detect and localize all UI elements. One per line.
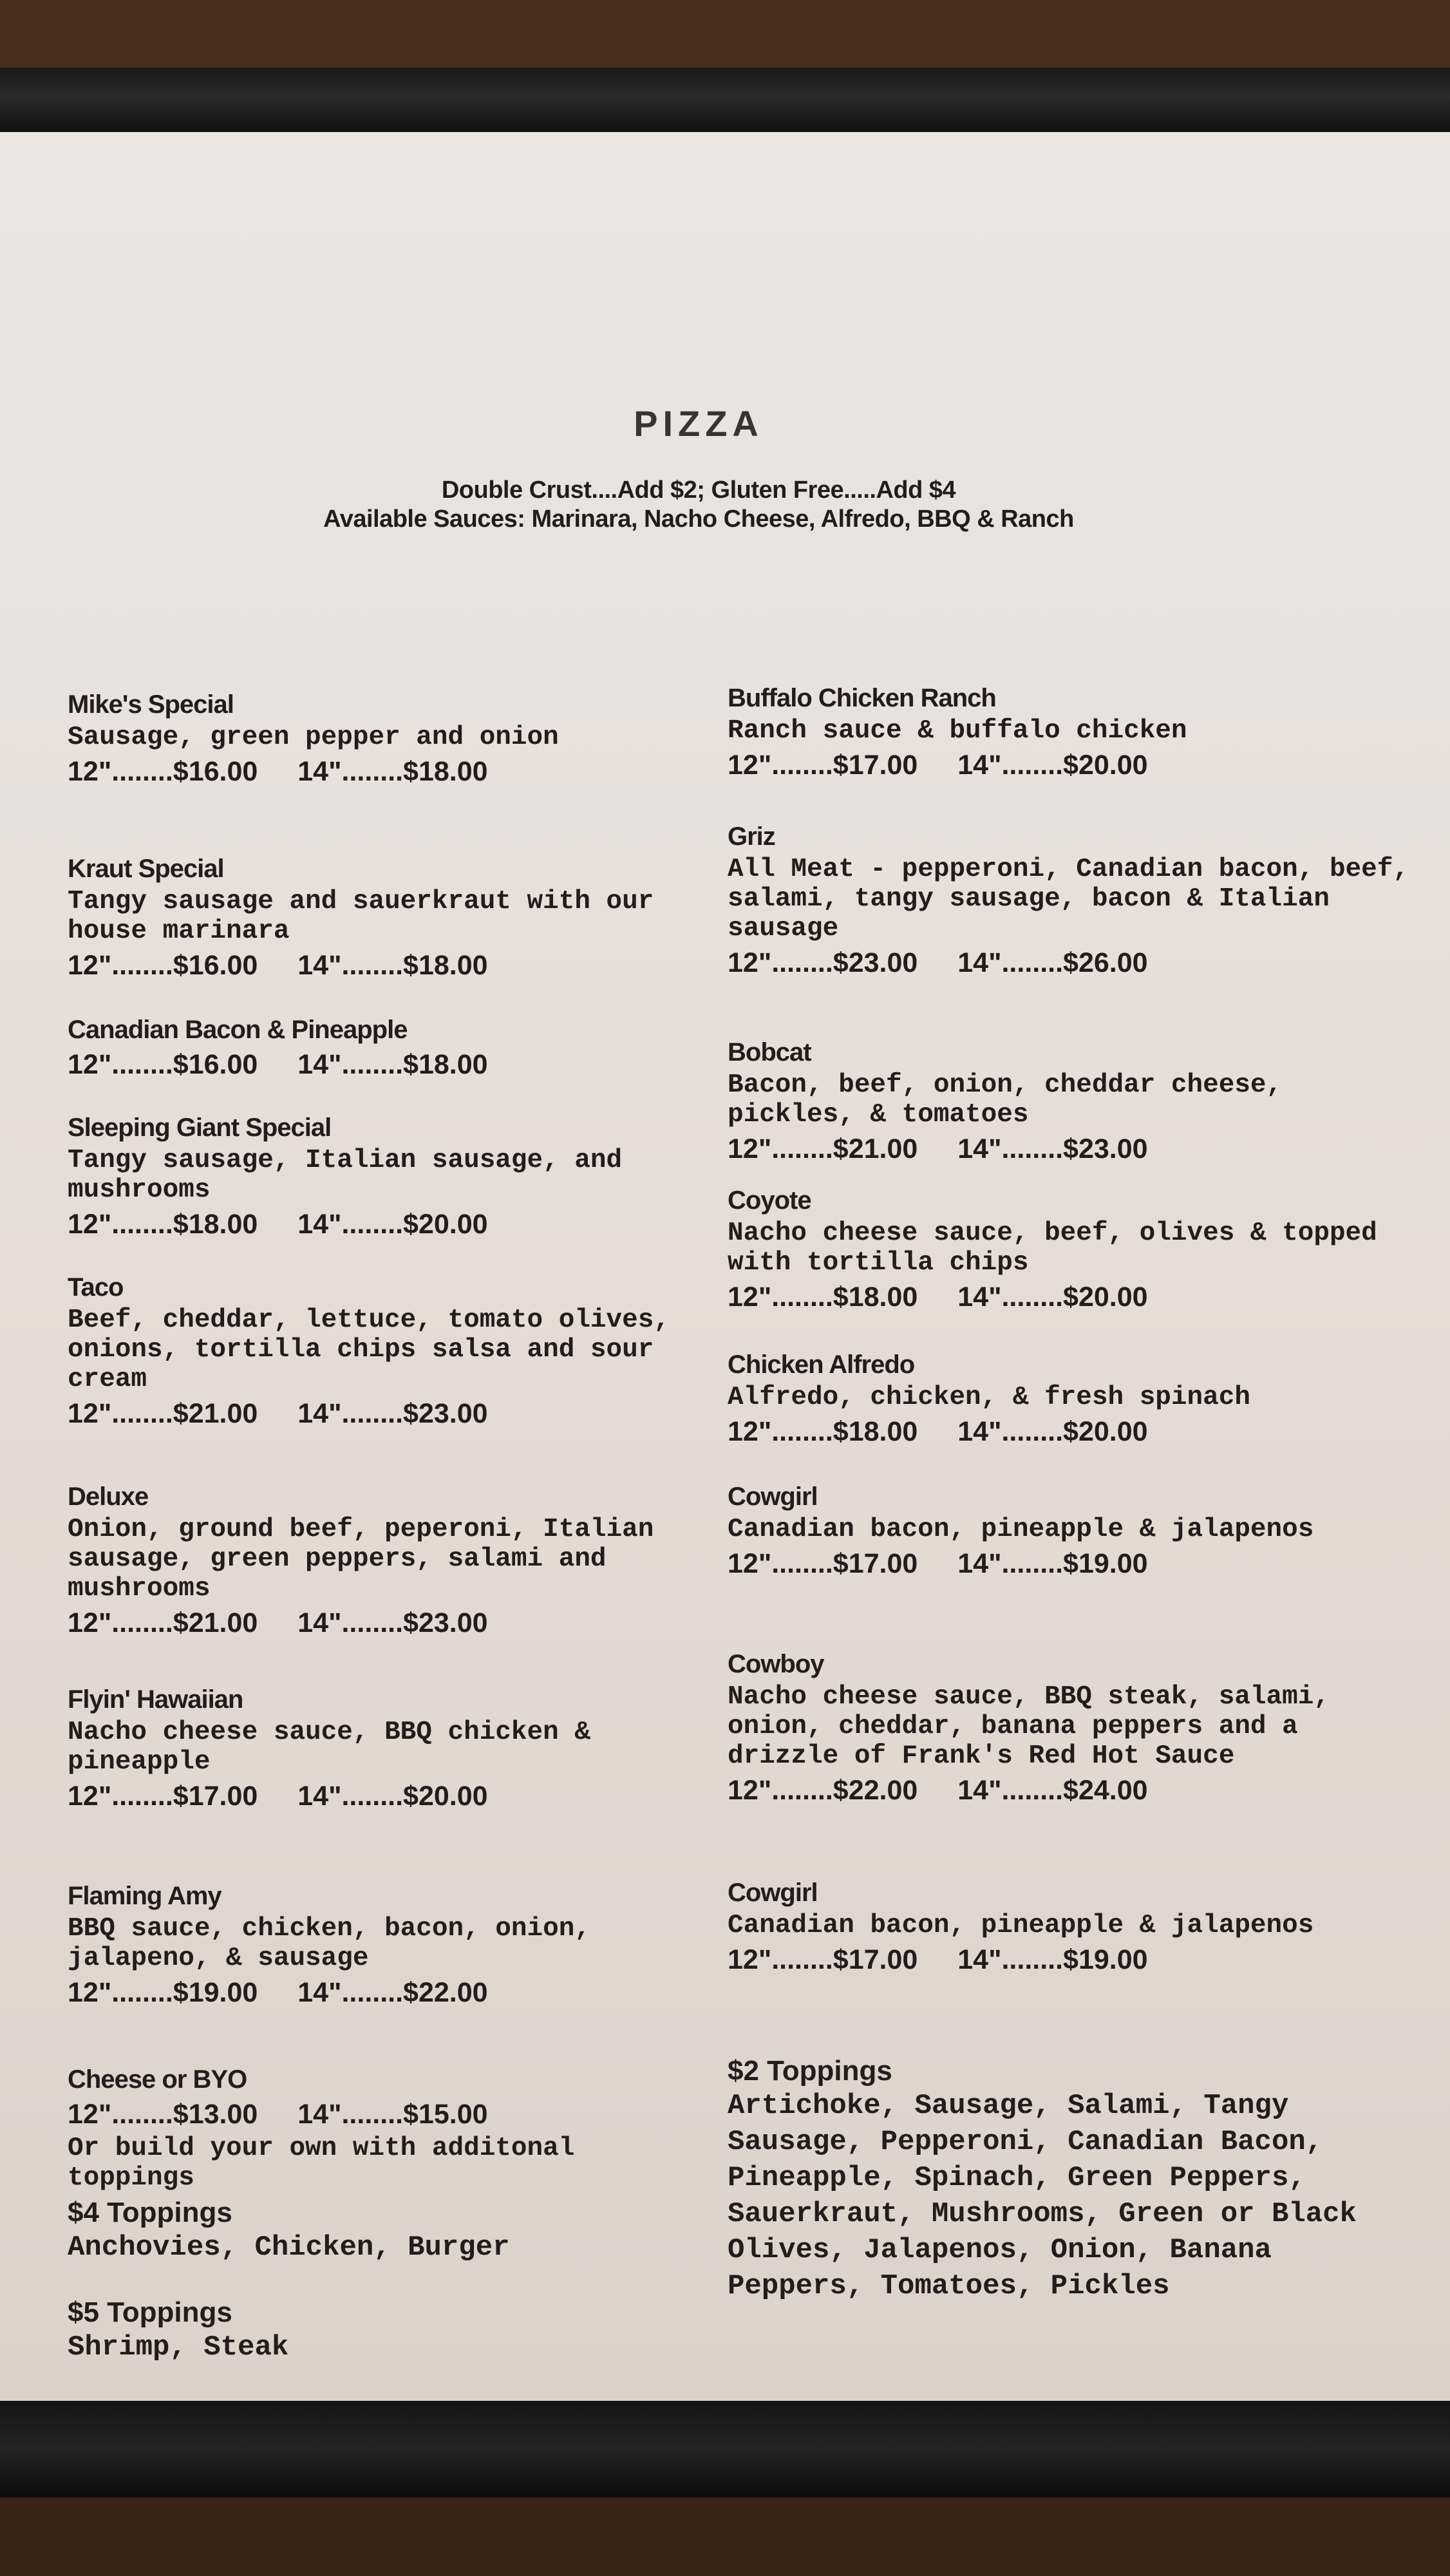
item-description: Beef, cheddar, lettuce, tomato olives, onions, tortilla chips salsa and sour cream	[68, 1305, 670, 1394]
toppings-title: $4 Toppings	[68, 2197, 232, 2228]
item-prices	[68, 1779, 686, 1813]
item-prices	[68, 1606, 686, 1640]
toppings-list: Artichoke, Sausage, Salami, Tangy Sausage, Pepperoni, Canadian Bacon, Pineapple, Spinach, Green Peppers, Sauerkraut, Mushrooms, Green or Black Olives, Jalapenos, Onion, Banana Peppers, Tomatoes, Pickles	[728, 2090, 1357, 2302]
menu-item	[68, 1481, 686, 1640]
item-prices	[728, 1943, 1410, 1976]
item-name: Cowgirl	[728, 1482, 818, 1511]
price-14: 14"........$24.00	[957, 1775, 1148, 1806]
crust-options: Double Crust....Add $2; Gluten Free.....Add $4	[441, 477, 956, 504]
menu-item	[68, 1684, 686, 1813]
menu-item	[728, 1877, 1410, 1976]
toppings-title: $5 Toppings	[68, 2297, 232, 2328]
price-14: 14"........$20.00	[957, 1282, 1148, 1312]
price-12: 12"........$16.00	[68, 950, 258, 981]
item-description: Nacho cheese sauce, BBQ steak, salami, onion, cheddar, banana peppers and a drizzle of Frank's Red Hot Sauce	[728, 1682, 1330, 1771]
item-description: Or build your own with additonal toppings	[68, 2134, 575, 2193]
toppings-5-section	[68, 2296, 686, 2365]
price-12: 12"........$17.00	[728, 1548, 918, 1579]
item-prices	[68, 1976, 686, 2009]
item-description: Onion, ground beef, peperoni, Italian sausage, green peppers, salami and mushrooms	[68, 1515, 654, 1604]
menu-item	[728, 1185, 1410, 1314]
price-14: 14"........$23.00	[297, 1398, 488, 1429]
item-name: Griz	[728, 822, 775, 851]
item-prices	[68, 1048, 686, 1081]
item-description: Bacon, beef, onion, cheddar cheese, pickles, & tomatoes	[728, 1070, 1283, 1130]
price-12: 12"........$23.00	[728, 947, 918, 978]
price-12: 12"........$18.00	[68, 1209, 258, 1240]
price-14: 14"........$23.00	[957, 1133, 1148, 1164]
item-prices	[728, 1774, 1410, 1807]
menu-page	[0, 132, 1450, 2402]
item-name: Taco	[68, 1273, 124, 1302]
price-12: 12"........$21.00	[68, 1607, 258, 1638]
toppings-list: Shrimp, Steak	[68, 2331, 289, 2363]
price-14: 14"........$23.00	[297, 1607, 488, 1638]
price-14: 14"........$22.00	[297, 1977, 488, 2008]
menu-binder-top-edge	[0, 68, 1450, 138]
price-14: 14"........$26.00	[957, 947, 1148, 978]
menu-item	[68, 1272, 686, 1430]
available-sauces: Available Sauces: Marinara, Nacho Cheese, Alfredo, BBQ & Ranch	[323, 506, 1074, 533]
price-14: 14"........$20.00	[957, 750, 1148, 781]
item-name: Cowgirl	[728, 1879, 818, 1907]
item-name: Sleeping Giant Special	[68, 1113, 332, 1142]
item-name: Cheese or BYO	[68, 2065, 247, 2094]
item-name: Deluxe	[68, 1482, 149, 1511]
price-12: 12"........$21.00	[68, 1398, 258, 1429]
item-prices	[728, 946, 1410, 980]
item-prices	[68, 1208, 686, 1241]
menu-item	[68, 853, 686, 982]
price-14: 14"........$18.00	[297, 1049, 488, 1080]
item-prices	[728, 1547, 1410, 1580]
menu-item	[728, 1037, 1410, 1166]
item-description: Nacho cheese sauce, beef, olives & topped with tortilla chips	[728, 1218, 1377, 1278]
item-prices	[728, 1415, 1410, 1448]
menu-item	[68, 1112, 686, 1241]
item-description: Tangy sausage, Italian sausage, and mushrooms	[68, 1146, 623, 1205]
item-description: Tangy sausage and sauerkraut with our house marinara	[68, 887, 654, 946]
menu-title: PIZZA	[634, 403, 764, 444]
price-12: 12"........$16.00	[68, 1049, 258, 1080]
price-12: 12"........$17.00	[728, 1944, 918, 1975]
item-description: Nacho cheese sauce, BBQ chicken & pineapple	[68, 1718, 590, 1777]
menu-item	[68, 1014, 686, 1081]
item-description: Alfredo, chicken, & fresh spinach	[728, 1383, 1250, 1412]
item-description: Sausage, green pepper and onion	[68, 723, 559, 752]
item-description: Canadian bacon, pineapple & jalapenos	[728, 1911, 1314, 1940]
item-prices	[728, 1280, 1410, 1314]
price-12: 12"........$18.00	[728, 1282, 918, 1312]
menu-item	[68, 1880, 686, 2009]
price-12: 12"........$17.00	[68, 1781, 258, 1812]
price-14: 14"........$15.00	[297, 2099, 488, 2130]
item-name: Flaming Amy	[68, 1882, 221, 1910]
price-12: 12"........$21.00	[728, 1133, 918, 1164]
item-description: Canadian bacon, pineapple & jalapenos	[728, 1515, 1314, 1544]
toppings-2-section	[728, 2054, 1410, 2304]
price-12: 12"........$22.00	[728, 1775, 918, 1806]
item-prices	[68, 1397, 686, 1430]
item-name: Bobcat	[728, 1038, 811, 1066]
menu-item	[728, 1481, 1410, 1580]
item-name: Cowboy	[728, 1650, 824, 1678]
item-prices	[728, 748, 1410, 782]
price-14: 14"........$19.00	[957, 1944, 1148, 1975]
item-description: All Meat - pepperoni, Canadian bacon, beef, salami, tangy sausage, bacon & Italian sausage	[728, 855, 1409, 943]
price-14: 14"........$20.00	[957, 1416, 1148, 1447]
item-name: Kraut Special	[68, 855, 224, 883]
menu-item	[68, 689, 686, 788]
menu-binder-bottom-edge	[0, 2401, 1450, 2497]
price-14: 14"........$20.00	[297, 1781, 488, 1812]
item-prices	[68, 2098, 686, 2131]
price-12: 12"........$17.00	[728, 750, 918, 781]
toppings-title: $2 Toppings	[728, 2055, 892, 2087]
toppings-list: Anchovies, Chicken, Burger	[68, 2231, 510, 2264]
item-name: Buffalo Chicken Ranch	[728, 684, 996, 712]
price-12: 12"........$18.00	[728, 1416, 918, 1447]
item-name: Flyin' Hawaiian	[68, 1685, 243, 1714]
item-name: Coyote	[728, 1186, 811, 1215]
toppings-4-section	[68, 2196, 686, 2266]
price-14: 14"........$18.00	[297, 756, 488, 787]
price-14: 14"........$20.00	[297, 1209, 488, 1240]
menu-item	[728, 683, 1410, 782]
menu-item	[68, 2064, 686, 2193]
item-description: BBQ sauce, chicken, bacon, onion, jalapeno, & sausage	[68, 1914, 590, 1973]
price-14: 14"........$18.00	[297, 950, 488, 981]
price-12: 12"........$13.00	[68, 2099, 258, 2130]
item-prices	[68, 949, 686, 982]
menu-item	[728, 821, 1410, 980]
price-12: 12"........$16.00	[68, 756, 258, 787]
price-14: 14"........$19.00	[957, 1548, 1148, 1579]
price-12: 12"........$19.00	[68, 1977, 258, 2008]
menu-item	[728, 1349, 1410, 1448]
item-prices	[728, 1132, 1410, 1166]
item-name: Canadian Bacon & Pineapple	[68, 1016, 408, 1044]
item-prices	[68, 755, 686, 788]
item-description: Ranch sauce & buffalo chicken	[728, 716, 1187, 746]
item-name: Chicken Alfredo	[728, 1350, 915, 1379]
menu-item	[728, 1649, 1410, 1807]
item-name: Mike's Special	[68, 690, 234, 719]
